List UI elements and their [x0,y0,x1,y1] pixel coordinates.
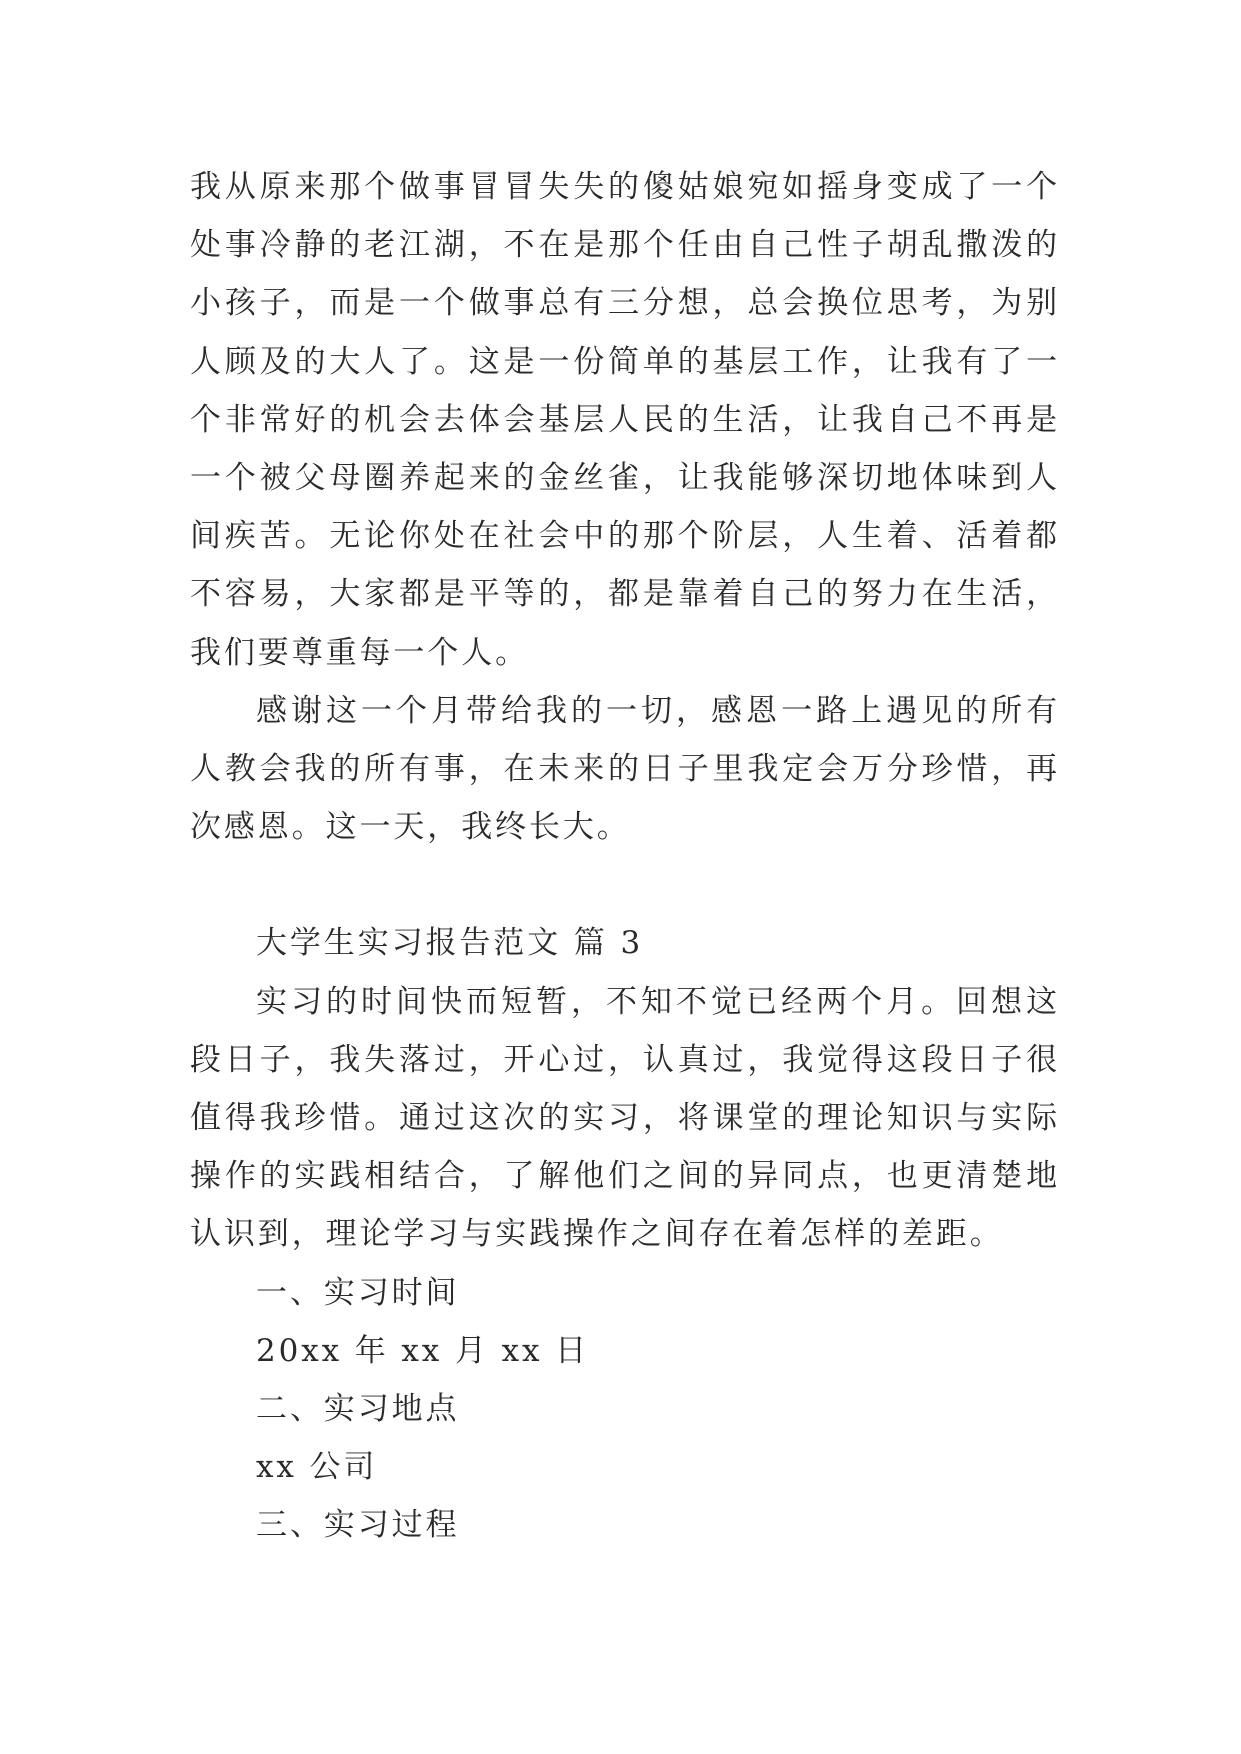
section-heading: 一、实习时间 [256,1274,460,1311]
section-heading: 三、实习过程 [256,1507,460,1544]
body-paragraph: 我从原来那个做事冒冒失失的傻姑娘宛如摇身变成了一个处事冷静的老江湖，不在是那个任由自己性子胡乱撒泼的小孩子，而是一个做事总有三分想，总会换位思考，为别人顾及的大人了。这是一份简单的基层工作，让我有了一个非常好的机会去体会基层人民的生活，让我自己不再是一个被父母圈养起来的金丝雀，让我能够深切地体味到人间疾苦。无论你处在社会中的那个阶层，人生着、活着都不容易，大家都是平等的，都是靠着自己的努力在生活，我们要尊重每一个人。 [190,169,1060,671]
document-body [190,158,1060,1555]
section-value: xx 公司 [256,1449,378,1486]
section-heading: 二、实习地点 [256,1391,460,1428]
section-value: 20xx 年 xx 月 xx 日 [256,1332,590,1369]
body-paragraph: 感谢这一个月带给我的一切，感恩一路上遇见的所有人教会我的所有事，在未来的日子里我定会万分珍惜，再次感恩。这一天，我终长大。 [190,692,1060,846]
section-title: 大学生实习报告范文 篇 3 [256,925,644,962]
body-paragraph: 实习的时间快而短暂，不知不觉已经两个月。回想这段日子，我失落过，开心过，认真过，我觉得这段日子很值得我珍惜。通过这次的实习，将课堂的理论知识与实际操作的实践相结合，了解他们之间的异同点，也更清楚地认识到，理论学习与实践操作之间存在着怎样的差距。 [190,983,1060,1253]
